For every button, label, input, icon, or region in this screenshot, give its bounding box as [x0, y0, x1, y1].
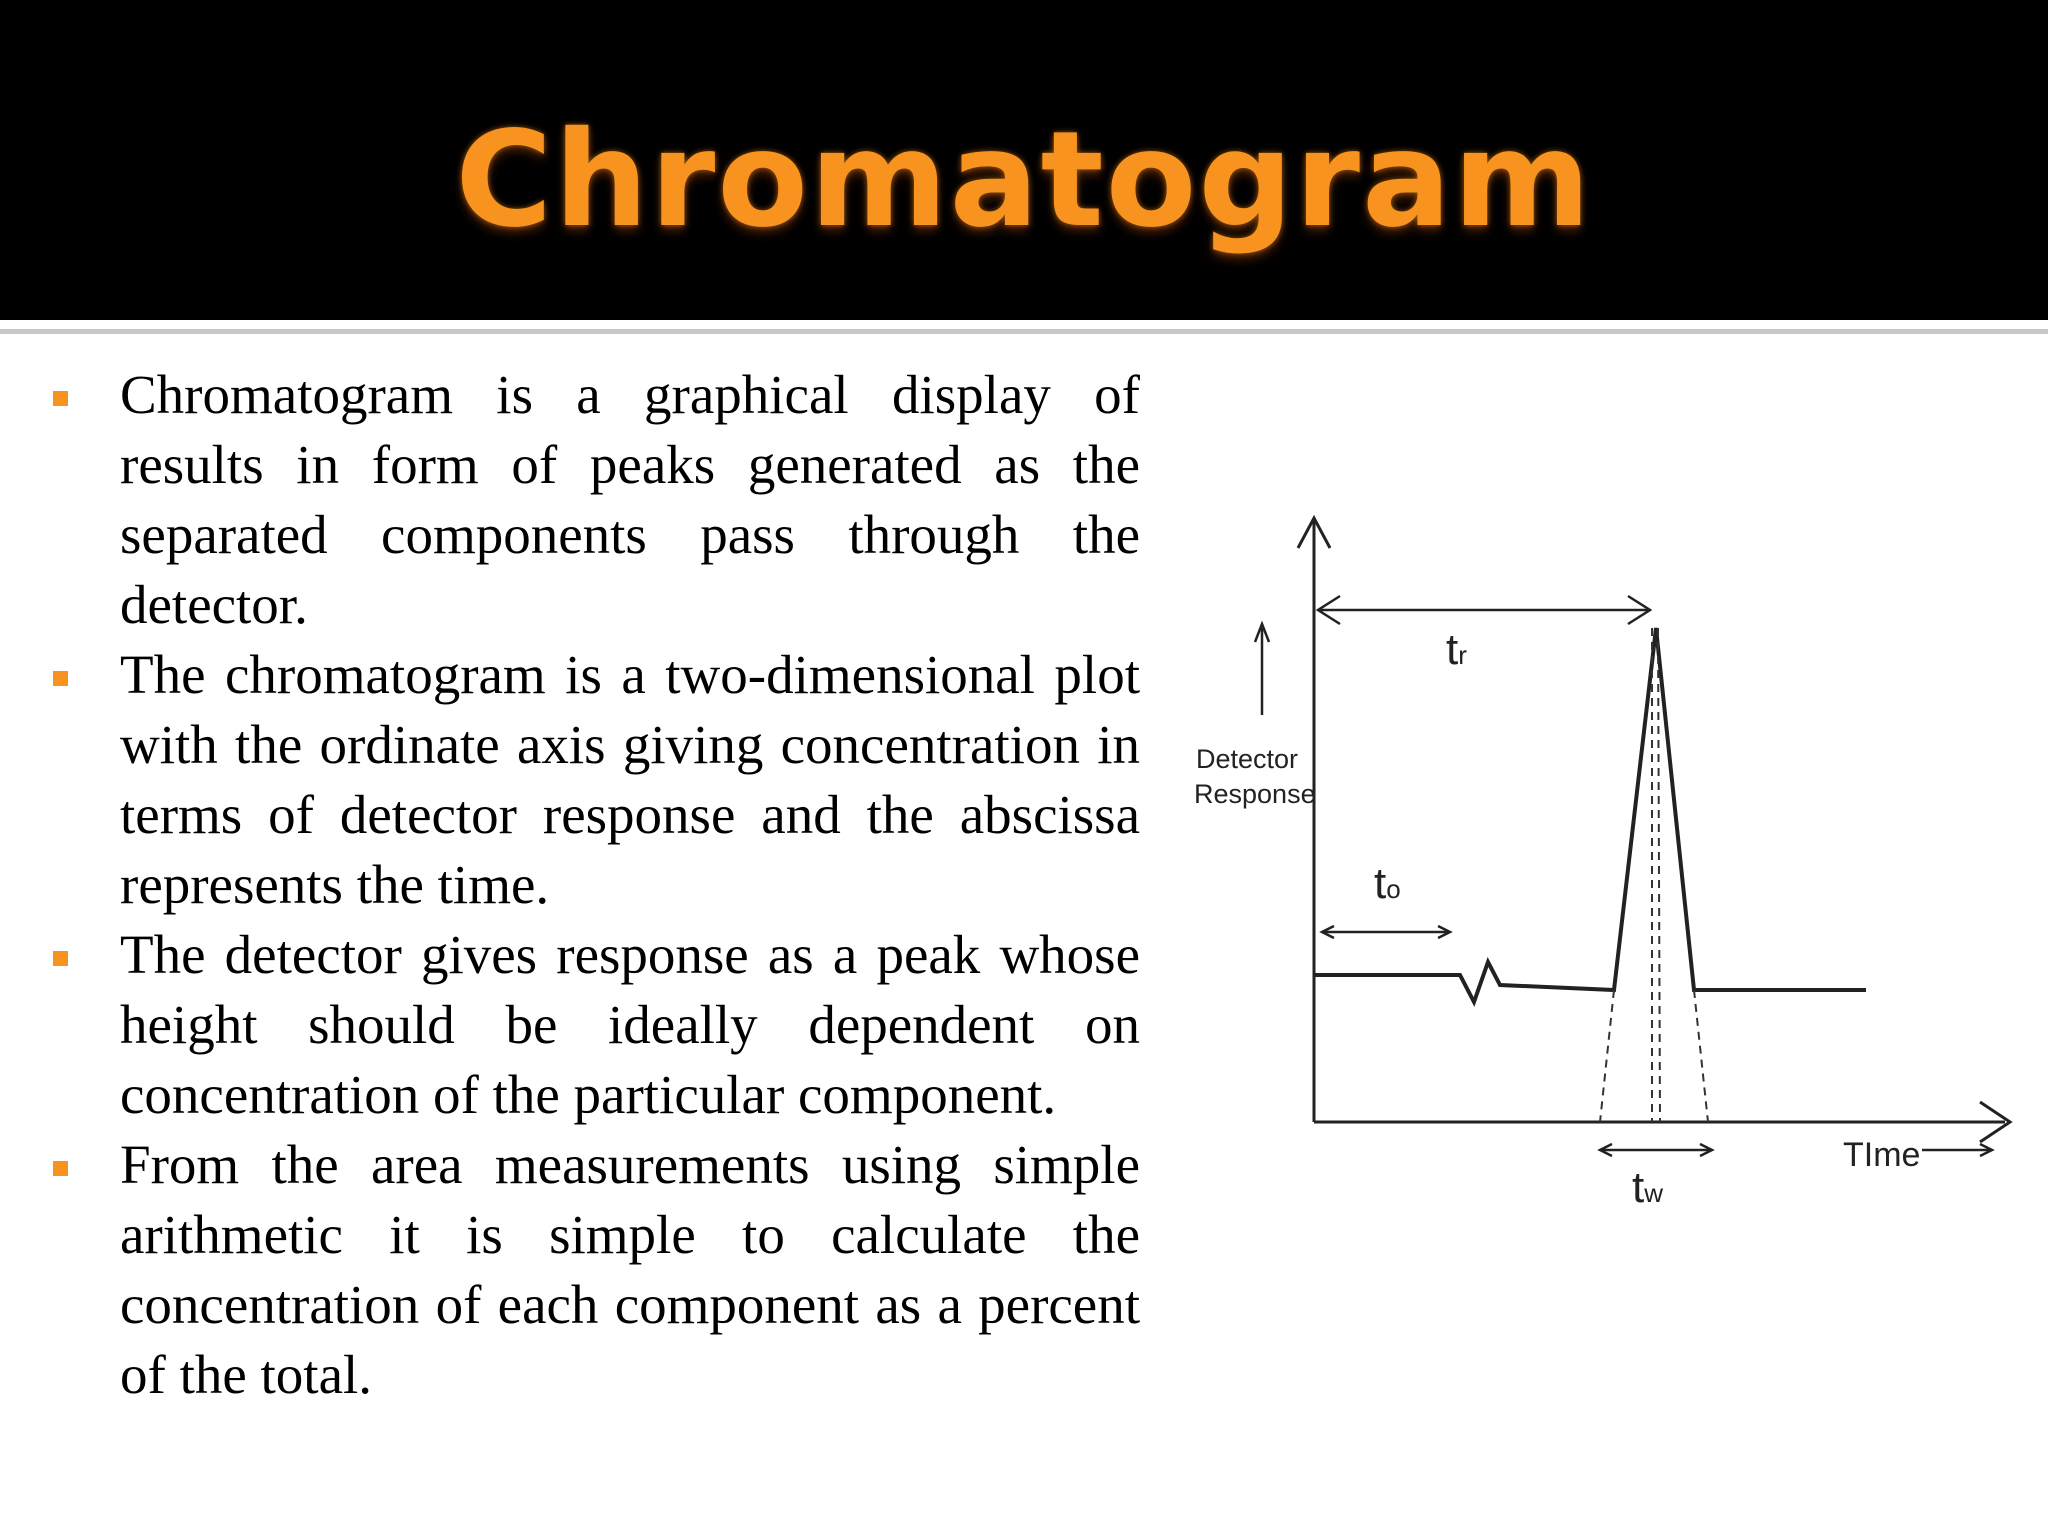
peak-construction-lines — [1600, 628, 1708, 1122]
square-bullet-icon — [53, 1161, 68, 1176]
peak-width-label — [1632, 1163, 1663, 1212]
y-axis — [1298, 518, 1330, 1122]
slide-title: Chromatogram — [455, 103, 1593, 257]
chromatogram-diagram — [1180, 500, 2040, 1240]
bullet-item — [40, 1130, 1140, 1410]
square-bullet-icon — [53, 391, 68, 406]
signal-trace — [1314, 628, 1866, 1002]
bullet-text: The chromatogram is a two-dimensional plot with the ordinate axis giving concentration in terms of detector response and the abscissa represents the time. — [120, 644, 1140, 915]
dead-time-symbol: t — [1374, 859, 1387, 908]
square-bullet-icon — [53, 951, 68, 966]
square-bullet-icon — [53, 671, 68, 686]
title-divider — [0, 320, 2048, 326]
response-arrow — [1255, 624, 1269, 715]
retention-time-label — [1446, 625, 1467, 674]
bullet-text: The detector gives response as a peak whose height should be ideally dependent on concentration of the particular component. — [120, 924, 1140, 1125]
time-arrow — [1922, 1144, 1992, 1156]
retention-time-symbol: t — [1446, 625, 1459, 674]
bullet-text: From the area measurements using simple arithmetic it is simple to calculate the concentration of each component as a percent of the total. — [120, 1134, 1140, 1405]
y-axis-label: Response — [1194, 779, 1316, 809]
retention-time-subscript: r — [1458, 640, 1467, 670]
bullet-list — [40, 360, 1140, 1410]
retention-time-arrow — [1318, 596, 1650, 624]
x-axis-label: TIme — [1843, 1136, 1921, 1174]
peak-width-symbol: t — [1632, 1163, 1645, 1212]
bullet-text: Chromatogram is a graphical display of results in form of peaks generated as the separated components pass through the detector. — [120, 364, 1140, 635]
dead-time-subscript: o — [1386, 874, 1401, 904]
dead-time-label — [1374, 859, 1401, 908]
bullet-item — [40, 360, 1140, 640]
bullet-item — [40, 640, 1140, 920]
title-divider-grey — [0, 329, 2048, 334]
dead-time-arrow — [1322, 926, 1450, 938]
peak-width-arrow — [1600, 1144, 1712, 1156]
peak-width-subscript: w — [1644, 1178, 1664, 1208]
y-axis-label: Detector — [1196, 744, 1299, 774]
bullet-item — [40, 920, 1140, 1130]
